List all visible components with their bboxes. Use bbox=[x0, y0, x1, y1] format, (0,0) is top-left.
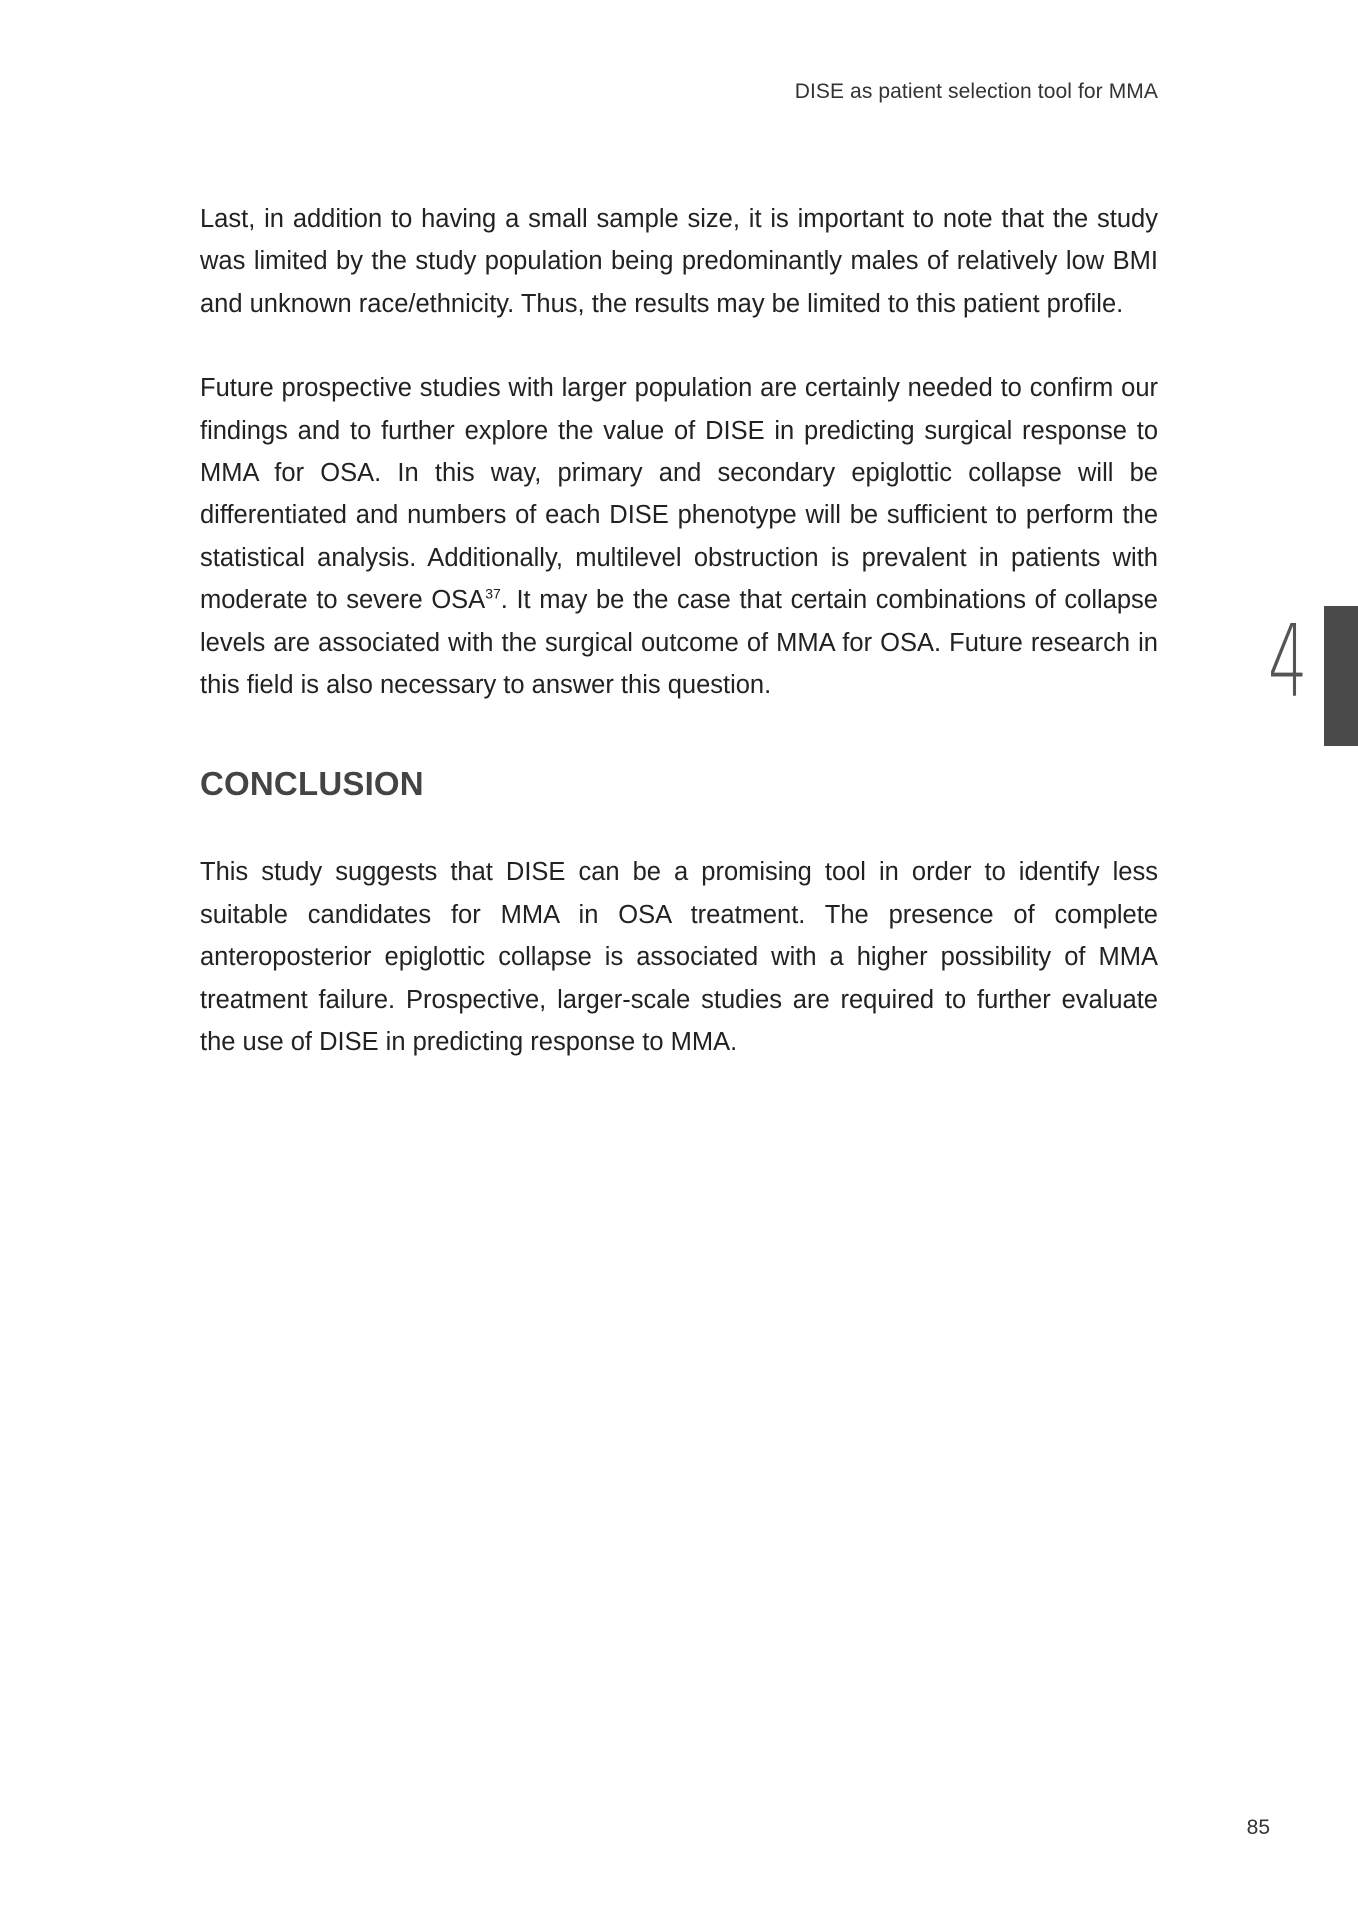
page-number: 85 bbox=[1246, 1816, 1270, 1839]
paragraph-limitations: Last, in addition to having a small sample size, it is important to note that the study was limited by the study population being predominantly males of relatively low BMI and unknown race/ethnicity. Thus, the results may be limited to this patient profile. bbox=[200, 205, 1158, 318]
conclusion-heading: CONCLUSION bbox=[200, 765, 424, 803]
citation-superscript: 37 bbox=[485, 585, 501, 602]
running-header: DISE as patient selection tool for MMA bbox=[794, 80, 1158, 103]
paragraph-text-start: Future prospective studies with larger population are certainly needed to confirm our findings and to further explore the value of DISE in predicting surgical response to MMA for OSA. In this way, primary and secondary epiglottic collapse will be differentiated and numbers of each DISE phenotype will be sufficient to perform the statistical analysis. Additionally, multilevel obstruction is prevalent in patients with moderate to severe OSA bbox=[200, 374, 1158, 615]
paragraph-future-studies bbox=[200, 367, 1158, 706]
paragraph-text-end: . It may be the case that certain combinations of collapse levels are associated with the surgical outcome of MMA for OSA. Future research in this field is also necessary to answer this question. bbox=[200, 586, 1158, 700]
chapter-tab-marker bbox=[1324, 606, 1358, 746]
chapter-number: 4 bbox=[1268, 603, 1308, 720]
paragraph-conclusion: This study suggests that DISE can be a promising tool in order to identify less suitable candidates for MMA in OSA treatment. The presence of complete anteroposterior epiglottic collapse is associated with a higher possibility of MMA treatment failure. Prospective, larger-scale studies are required to further evaluate the use of DISE in predicting response to MMA. bbox=[200, 858, 1158, 1057]
main-content bbox=[200, 198, 1158, 1106]
